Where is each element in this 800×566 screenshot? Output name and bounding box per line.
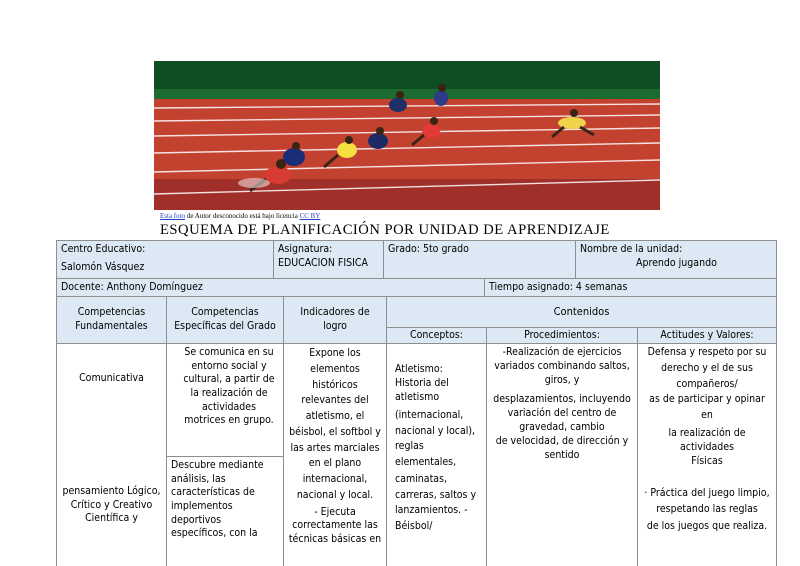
procedimiento-3: de velocidad, de dirección y sentido bbox=[495, 435, 629, 462]
grado-cell bbox=[383, 240, 576, 279]
docente-cell bbox=[56, 278, 485, 297]
col-actitudes bbox=[637, 343, 777, 566]
centro-value: Salomón Vásquez bbox=[61, 260, 145, 273]
competencia-especifica-1: Se comunica en su entorno social y cultural, a partir de la realización de actividades motrices en grupo. bbox=[183, 346, 275, 427]
header-competencias-especificas bbox=[166, 296, 284, 344]
header-procedimientos bbox=[486, 327, 638, 344]
col-competencia-especifica-1 bbox=[166, 343, 284, 457]
col-competencia-especifica-2 bbox=[166, 456, 284, 566]
header-cf-label: Competencias Fundamentales bbox=[75, 306, 148, 332]
header-proc-label: Procedimientos: bbox=[524, 328, 600, 341]
credit-link[interactable]: Esta foto bbox=[160, 212, 186, 220]
centro-label: Centro Educativo: bbox=[61, 243, 146, 255]
unidad-value: Aprendo jugando bbox=[636, 256, 717, 269]
indicador-1: Expone los elementos históricos relevantes del atletismo, el béisbol, el softbol y las artes marciales en el plano internacional, nacional y local. bbox=[289, 347, 381, 501]
sprinters-photo bbox=[154, 61, 660, 210]
actitud-5: · Práctica del juego limpio, respetando las reglas bbox=[644, 486, 770, 515]
concepto-3: (internacional, nacional y local), reglas elementales, bbox=[395, 409, 476, 468]
competencia-especifica-2: Descubre mediante análisis, las características de implementos deportivos específicos, con la bbox=[171, 459, 264, 540]
actitud-1: Defensa y respeto por su derecho y el de sus compañeros/ bbox=[647, 346, 767, 390]
competencia-pensamiento: pensamiento Lógico, Crítico y Creativo Científica y bbox=[62, 485, 161, 525]
image-credit bbox=[160, 212, 320, 220]
indicador-2: - Ejecuta correctamente las técnicas básicas en bbox=[288, 505, 382, 545]
tiempo-text: Tiempo asignado: 4 semanas bbox=[489, 281, 628, 293]
header-indicadores bbox=[283, 296, 387, 344]
header-ind-label: Indicadores de logro bbox=[300, 306, 370, 332]
col-indicadores bbox=[283, 343, 387, 566]
procedimiento-1: -Realización de ejercicios variados combinando saltos, giros, y bbox=[494, 346, 630, 387]
track-illustration bbox=[154, 61, 660, 210]
page-title: ESQUEMA DE PLANIFICACIÓN POR UNIDAD DE APRENDIZAJE bbox=[160, 222, 610, 238]
credit-text: de Autor desconocido está bajo licencia bbox=[185, 212, 300, 220]
header-conceptos-label: Conceptos: bbox=[410, 328, 463, 341]
concepto-1: Atletismo: bbox=[395, 363, 443, 375]
tiempo-cell bbox=[484, 278, 777, 297]
grado-text: Grado: 5to grado bbox=[388, 243, 469, 255]
asignatura-cell bbox=[273, 240, 384, 279]
unidad-cell bbox=[575, 240, 777, 279]
asignatura-label: Asignatura: bbox=[278, 243, 333, 255]
actitud-2: as de participar y opinar en bbox=[649, 393, 765, 421]
header-contenidos bbox=[386, 296, 777, 328]
actitud-3: la realización de actividades bbox=[668, 426, 746, 453]
license-link[interactable]: CC BY bbox=[299, 212, 321, 220]
competencia-comunicativa: Comunicativa bbox=[79, 372, 144, 384]
concepto-2: Historia del atletismo bbox=[395, 377, 449, 404]
col-procedimientos bbox=[486, 343, 638, 566]
concepto-4: caminatas, carreras, saltos y lanzamientos. - Béisbol/ bbox=[395, 473, 477, 532]
actitud-4: Físicas bbox=[691, 455, 723, 468]
header-actitudes bbox=[637, 327, 777, 344]
actitud-6: de los juegos que realiza. bbox=[646, 520, 768, 533]
docente-text: Docente: Anthony Domínguez bbox=[61, 281, 203, 293]
header-act-label: Actitudes y Valores: bbox=[660, 328, 754, 341]
col-competencias-fundamentales bbox=[56, 343, 167, 566]
header-competencias-fundamentales bbox=[56, 296, 167, 344]
planning-table bbox=[56, 240, 777, 566]
centro-cell bbox=[56, 240, 274, 279]
asignatura-value: EDUCACION FISICA bbox=[278, 256, 368, 269]
procedimiento-2: desplazamientos, incluyendo variación del centro de gravedad, cambio bbox=[493, 392, 631, 433]
header-cont-label: Contenidos bbox=[553, 304, 610, 318]
header-conceptos bbox=[386, 327, 487, 344]
col-conceptos bbox=[386, 343, 487, 566]
header-ce-label: Competencias Específicas del Grado bbox=[174, 306, 276, 332]
unidad-label: Nombre de la unidad: bbox=[580, 243, 683, 255]
